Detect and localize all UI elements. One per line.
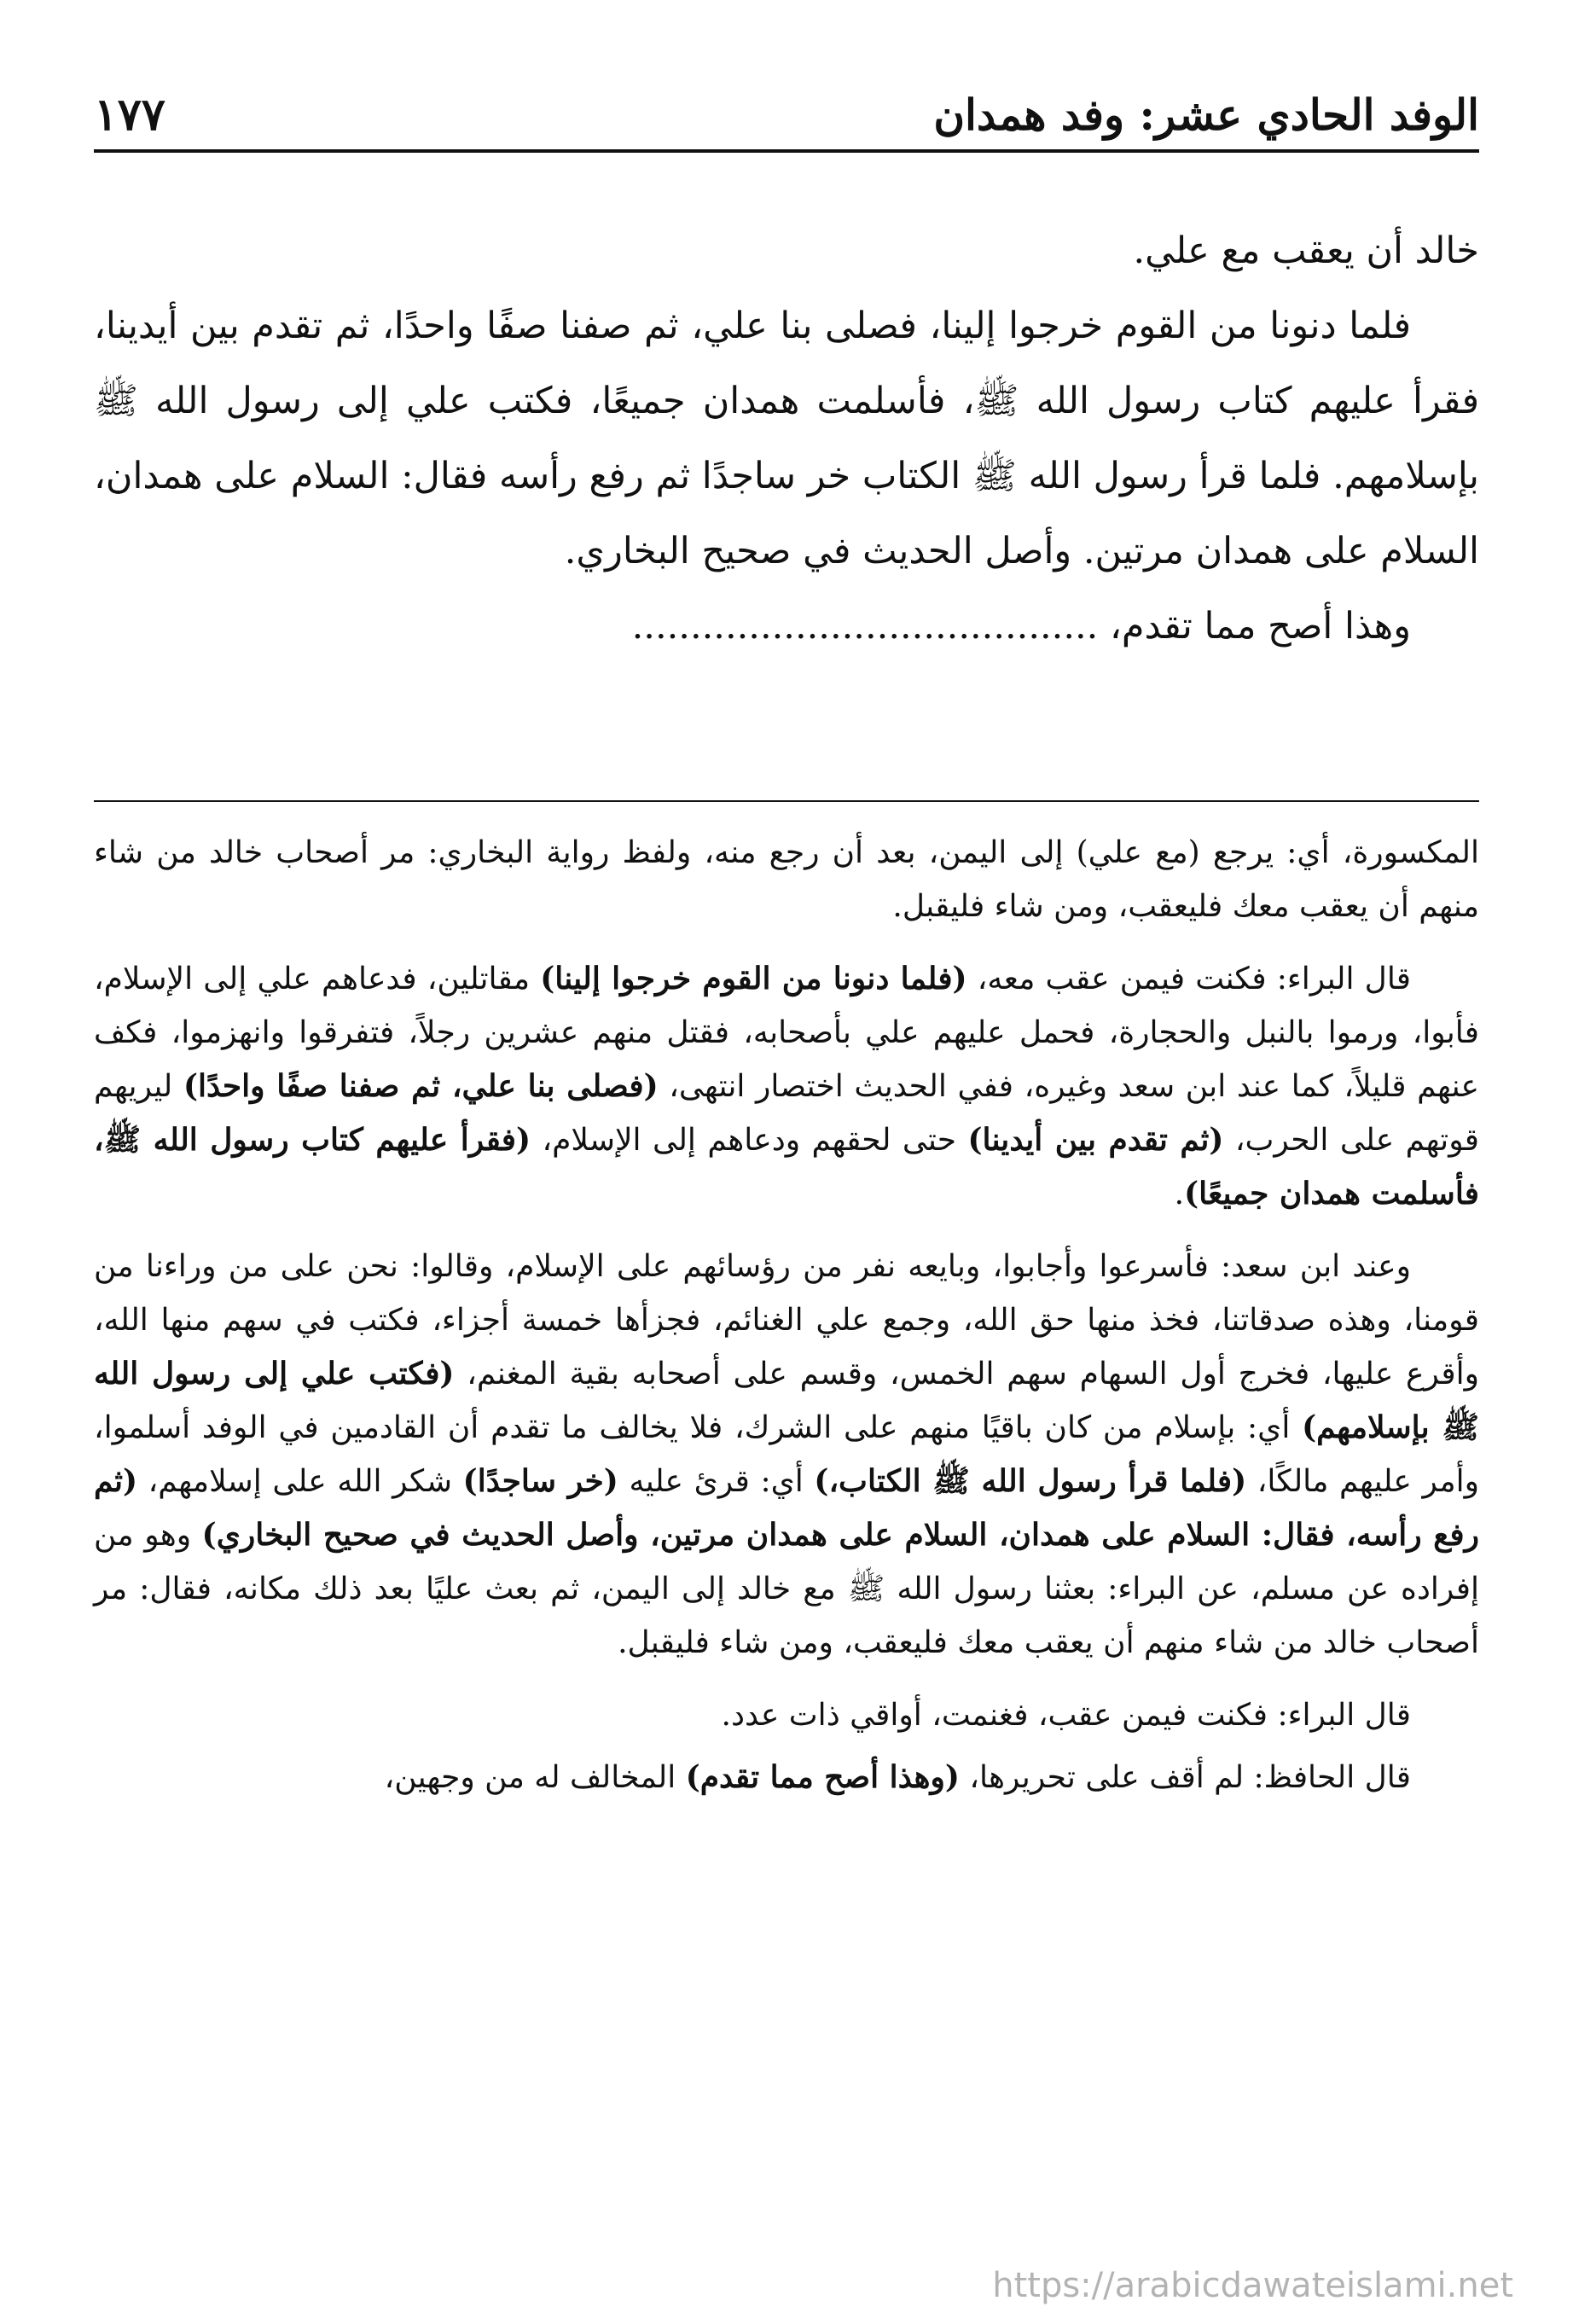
commentary-text: أي: بإسلام من كان باقيًا منهم على الشرك، فلا يخالف ما تقدم أن القادمين في الوفد أسلموا، وأمر عليهم مالكًا،	[94, 1410, 1479, 1499]
commentary-text: أي: قرئ عليه	[618, 1464, 815, 1499]
quoted-text: (خر ساجدًا)	[462, 1463, 618, 1499]
quoted-text: (فقرأ عليهم كتاب رسول الله ﷺ، فأسلمت همدان جميعًا)	[94, 1122, 1479, 1211]
quoted-text: (وهذا أصح مما تقدم)	[685, 1759, 960, 1795]
commentary-text: حتى لحقهم ودعاهم إلى الإسلام،	[531, 1123, 968, 1158]
quoted-text: (ثم رفع رأسه، فقال: السلام على همدان، السلام على همدان مرتين، وأصل الحديث في صحيح البخاري)	[94, 1463, 1479, 1553]
commentary-paragraph-2	[94, 952, 1479, 1221]
commentary-text: مقاتلين، فدعاهم علي إلى الإسلام، فأبوا، ورموا بالنبل والحجارة، فحمل عليهم علي بأصحابه، فقتل منهم عشرين رجلاً، فتفرقوا وانهزموا، فكف عنهم قليلاً، كما عند ابن سعد وغيره، ففي الحديث اختصار انتهى،	[94, 962, 1479, 1104]
quoted-text: (فلما دنونا من القوم خرجوا إلينا)	[540, 961, 967, 996]
watermark-url: https://arabicdawateislami.net	[992, 2266, 1513, 2305]
quoted-text: (فلما قرأ رسول الله ﷺ الكتاب،)	[814, 1463, 1247, 1499]
commentary-text: قال البراء: فكنت فيمن عقب معه،	[966, 962, 1412, 996]
commentary-text: وهو من إفراده عن مسلم، عن البراء: بعثنا رسول الله ﷺ مع خالد إلى اليمن، ثم بعث عليًا بعد ذلك مكانه، فقال: مر أصحاب خالد من شاء منهم أن يعقب معك فليعقب، ومن شاء فليقبل.	[94, 1518, 1479, 1660]
page-header	[94, 81, 1479, 149]
commentary-paragraph-5	[94, 1751, 1479, 1804]
commentary-text: قال الحافظ: لم أقف على تحريرها،	[959, 1760, 1411, 1795]
main-paragraph-3	[94, 589, 1479, 664]
commentary-text: المخالف له من وجهين،	[384, 1760, 686, 1795]
quoted-text: (ثم تقدم بين أيدينا)	[967, 1122, 1224, 1158]
footnote-rule	[94, 800, 1479, 802]
header-rule	[94, 149, 1479, 153]
main-paragraph-3-text: وهذا أصح مما تقدم،	[1110, 605, 1411, 648]
commentary	[94, 826, 1479, 1823]
book-page	[94, 0, 1479, 2324]
quoted-text: (فصلى بنا علي، ثم صفنا صفًا واحدًا)	[183, 1068, 659, 1104]
ellipsis-dots: ........................................	[631, 605, 1099, 648]
quoted-text: (فكتب علي إلى رسول الله ﷺ بإسلامهم)	[94, 1356, 1479, 1445]
main-paragraph-1: خالد أن يعقب مع علي.	[1133, 229, 1479, 272]
commentary-text: شكر الله على إسلامهم،	[137, 1464, 463, 1499]
page-number: ١٧٧	[94, 89, 165, 141]
commentary-text: .	[1174, 1177, 1185, 1211]
commentary-paragraph-3	[94, 1240, 1479, 1670]
commentary-paragraph-1: المكسورة، أي: يرجع (مع علي) إلى اليمن، بعد أن رجع منه، ولفظ رواية البخاري: مر أصحاب خالد من شاء منهم أن يعقب معك فليعقب، ومن شاء فليقبل.	[94, 835, 1479, 924]
commentary-paragraph-4: قال البراء: فكنت فيمن عقب، فغنمت، أواقي ذات عدد.	[721, 1698, 1411, 1733]
commentary-text: وعند ابن سعد: فأسرعوا وأجابوا، وبايعه نفر من رؤسائهم على الإسلام، وقالوا: نحن على من وراءنا من قومنا، وهذه صدقاتنا، فخذ منها حق الله، وجمع علي الغنائم، فجزأها خمسة أجزاء، فكتب في سهم منها الله، وأقرع عليها، فخرج أول السهام سهم الخمس، وقسم على أصحابه بقية المغنم،	[94, 1249, 1479, 1391]
commentary-text: ليريهم قوتهم على الحرب،	[94, 1069, 1480, 1158]
main-text	[94, 213, 1479, 664]
running-title: الوفد الحادي عشر: وفد همدان	[933, 90, 1479, 140]
main-paragraph-2: فلما دنونا من القوم خرجوا إلينا، فصلى بنا علي، ثم صفنا صفًا واحدًا، ثم تقدم بين أيدينا، فقرأ عليهم كتاب رسول الله ﷺ، فأسلمت همدان جميعًا، فكتب علي إلى رسول الله ﷺ بإسلامهم. فلما قرأ رسول الله ﷺ الكتاب خر ساجدًا ثم رفع رأسه فقال: السلام على همدان، السلام على همدان مرتين. وأصل الحديث في صحيح البخاري.	[94, 305, 1479, 572]
